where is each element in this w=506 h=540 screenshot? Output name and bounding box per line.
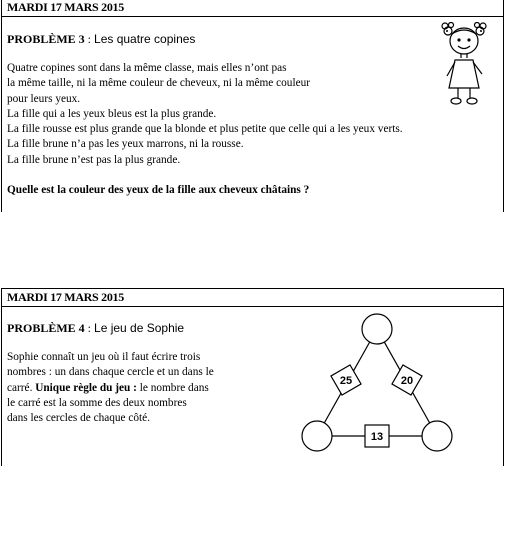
problem-3-title-name: Les quatre copines [94,32,196,46]
bottom-left-circle [302,421,332,451]
statement-line: nombres : un dans chaque cercle et un dans le [7,366,214,379]
bottom-square-value: 13 [370,431,384,443]
problem-3-statement [7,61,403,168]
left-square-value: 25 [339,375,353,387]
statement-line: la même taille, ni la même couleur de cheveux, ni la même couleur [7,77,311,90]
statement-line: pour leurs yeux. [7,92,81,105]
statement-text: carré. [7,381,36,394]
right-square-value: 20 [400,375,414,387]
rule-emphasis: Unique règle du jeu : [35,381,137,394]
bottom-right-circle [422,421,452,451]
triangle-diagram [299,312,454,452]
problem-3-question: Quelle est la couleur des yeux de la fille aux cheveux châtains ? [7,184,310,196]
statement-line: La fille brune n’a pas les yeux marrons, ni la rousse. [7,138,244,151]
statement-line: le carré est la somme des deux nombres [7,396,187,409]
girl-illustration [439,22,489,108]
problem-4-title [7,321,184,336]
statement-line: La fille rousse est plus grande que la blonde et plus petite que celle qui a les yeux verts. [7,123,403,136]
problem-4-title-sep: : [84,321,95,335]
statement-line: Sophie connaît un jeu où il faut écrire trois [7,351,201,363]
problem-3-card [1,0,504,212]
statement-line: dans les cercles de chaque côté. [7,412,151,425]
problem-4-title-name: Le jeu de Sophie [94,321,185,335]
problem-4-date: MARDI 17 MARS 2015 [7,290,124,304]
problem-3-header [2,0,503,17]
problem-4-title-label: PROBLÈME 4 [7,321,85,335]
top-circle [362,314,392,344]
problem-4-card [1,288,504,466]
statement-line: La fille qui a les yeux bleus est la plus grande. [7,107,217,120]
statement-line: Quatre copines sont dans la même classe, mais elles n’ont pas [7,62,287,74]
problem-4-header [2,288,503,307]
problem-3-title-sep: : [84,32,95,46]
statement-line [7,381,214,396]
problem-4-statement [7,350,214,426]
problem-3-title [7,32,195,47]
problem-3-date: MARDI 17 MARS 2015 [7,0,124,14]
statement-line: La fille brune n’est pas la plus grande. [7,153,181,166]
problem-3-title-label: PROBLÈME 3 [7,32,85,46]
statement-text: le nombre dans [136,381,209,394]
